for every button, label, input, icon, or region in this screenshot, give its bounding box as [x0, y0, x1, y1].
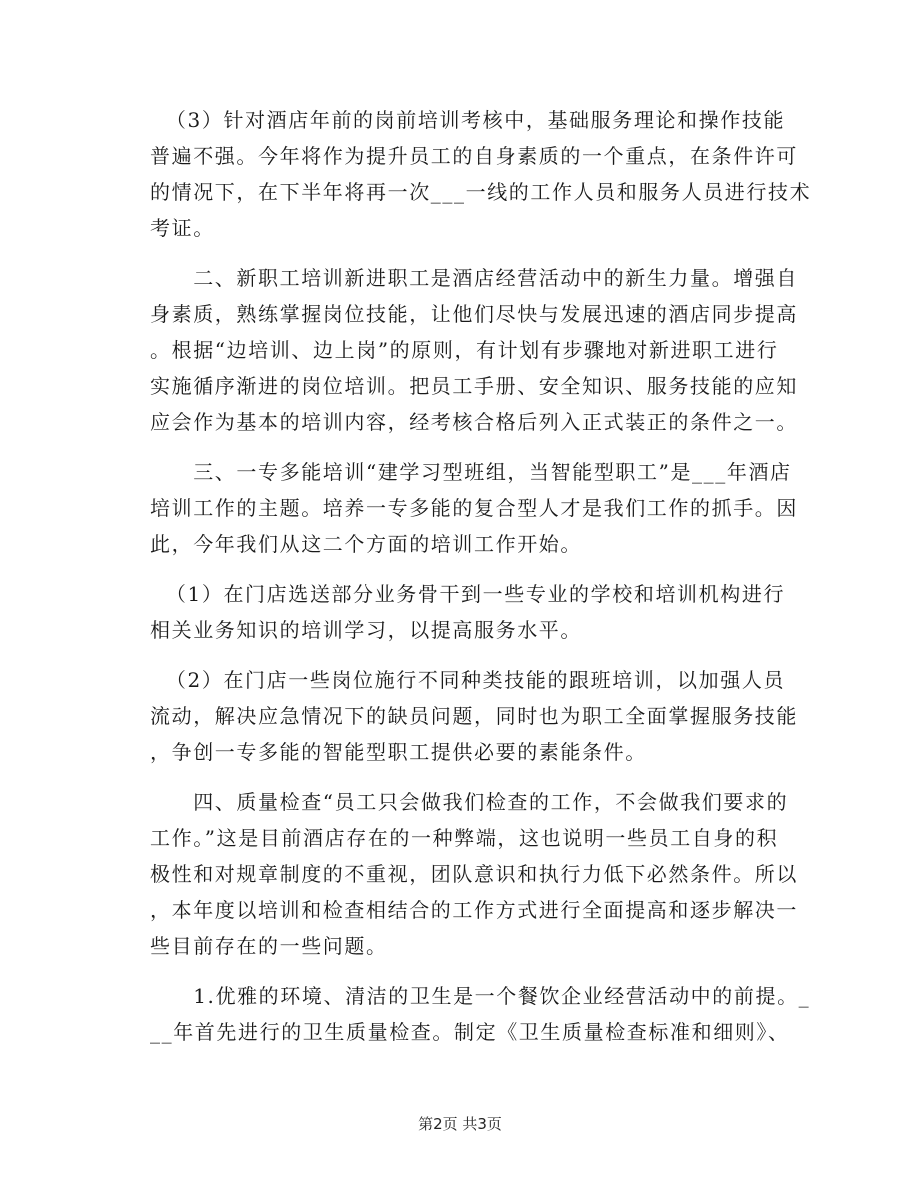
- paragraph: [150, 576, 786, 648]
- paragraph: [150, 454, 798, 562]
- text-line: 流动，解决应急情况下的缺员问题，同时也为职工全面掌握服务技能: [150, 704, 798, 728]
- text-line: 二、新职工培训新进职工是酒店经营活动中的新生力量。增强自: [150, 266, 798, 290]
- paragraph-gap: [150, 440, 778, 454]
- paragraph: [150, 260, 798, 440]
- page-footer: 第2页 共3页: [418, 1115, 502, 1133]
- paragraph-gap: [150, 964, 778, 978]
- text-line: 极性和对规章制度的不重视，团队意识和执行力低下必然条件。所以: [150, 862, 798, 886]
- paragraph-gap: [150, 648, 778, 662]
- text-line: （3）针对酒店年前的岗前培训考核中，基础服务理论和操作技能: [150, 108, 786, 132]
- text-line: 1.优雅的环境、清洁的卫生是一个餐饮企业经营活动中的前提。_: [150, 984, 811, 1008]
- text-line: （2）在门店一些岗位施行不同种类技能的跟班培训，以加强人员: [150, 668, 786, 692]
- text-line: 身素质，熟练掌握岗位技能，让他们尽快与发展迅速的酒店同步提高: [150, 302, 798, 326]
- document-body: [150, 102, 812, 1050]
- text-line: 培训工作的主题。培养一专多能的复合型人才是我们工作的抓手。因: [150, 496, 798, 520]
- text-line: 。根据“边培训、边上岗”的原则，有计划有步骤地对新进职工进行: [150, 338, 779, 362]
- paragraph-gap: [150, 562, 778, 576]
- paragraph: [150, 102, 812, 246]
- text-line: 些目前存在的一些问题。: [150, 934, 388, 958]
- text-line: ，争创一专多能的智能型职工提供必要的素能条件。: [150, 740, 647, 764]
- text-line: 考证。: [150, 216, 215, 240]
- paragraph: [150, 662, 798, 770]
- paragraph: [150, 784, 798, 964]
- text-line: 相关业务知识的培训学习，以提高服务水平。: [150, 618, 582, 642]
- text-line: __年首先进行的卫生质量检查。制定《卫生质量检查标准和细则》、: [150, 1020, 790, 1044]
- text-line: （1）在门店选送部分业务骨干到一些专业的学校和培训机构进行: [150, 582, 786, 606]
- text-line: 此，今年我们从这二个方面的培训工作开始。: [150, 532, 582, 556]
- paragraph-gap: [150, 770, 778, 784]
- text-line: 普遍不强。今年将作为提升员工的自身素质的一个重点，在条件许可: [150, 144, 798, 168]
- text-line: 应会作为基本的培训内容，经考核合格后列入正式装正的条件之一。: [150, 410, 798, 434]
- text-line: 三、一专多能培训“建学习型班组，当智能型职工”是___年酒店: [150, 460, 792, 484]
- text-line: ，本年度以培训和检查相结合的工作方式进行全面提高和逐步解决一: [150, 898, 798, 922]
- text-line: 的情况下，在下半年将再一次___一线的工作人员和服务人员进行技术: [150, 180, 812, 204]
- paragraph-gap: [150, 246, 778, 260]
- text-line: 工作。”这是目前酒店存在的一种弊端，这也说明一些员工自身的积: [150, 826, 779, 850]
- paragraph: [150, 978, 811, 1050]
- text-line: 实施循序渐进的岗位培训。把员工手册、安全知识、服务技能的应知: [150, 374, 798, 398]
- text-line: 四、质量检查“员工只会做我们检查的工作，不会做我们要求的: [150, 790, 789, 814]
